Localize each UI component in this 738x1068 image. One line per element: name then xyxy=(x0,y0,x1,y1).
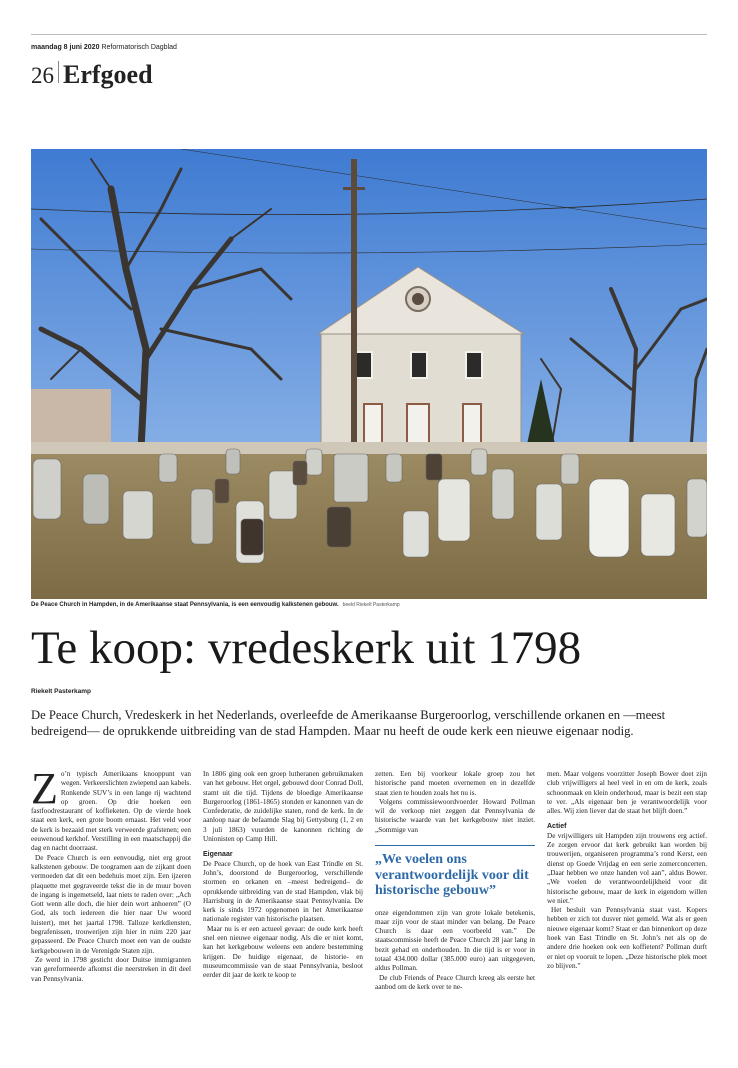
paragraph: onze eigendommen zijn van grote lokale betekenis, maar zijn voor de staat minder van belang. De Peace Church is daar een voorbeeld van.” De staatscommissie heeft de Peace Church 28 jaar lang in bezit gehad en onderhouden. In die tijd is er voor in totaal 434.000 dollar (385.000 euro) aan uitgegeven, aldus Pollman. xyxy=(375,908,535,973)
headline: Te koop: vredeskerk uit 1798 xyxy=(31,622,582,674)
page-number: 26 xyxy=(31,63,54,88)
paragraph: In 1806 ging ook een groep lutheranen gebruikmaken van het gebouw. Het orgel, gebouwd door Conrad Doll, stamt uit die tijd. Tijdens de bloedige Amerikaanse Burgeroorlog (1861-1865) stonden er kanonnen van de Confederatie, de zuidelijke staten, rond de kerk. In de aanloop naar de befaamde Slag bij Gettysburg (1, 2 en 3 juli 1863) vuurden de kanonnen richting de Unionisten op Camp Hill. xyxy=(203,770,363,844)
paragraph xyxy=(31,764,191,854)
column-1 xyxy=(31,764,191,984)
photo-caption xyxy=(31,602,400,608)
caption-text: De Peace Church in Hampden, in de Amerikaanse staat Pennsylvania, is een eenvoudig kalkstenen gebouw. xyxy=(31,602,339,608)
paragraph: De vrijwilligers uit Hampden zijn trouwens erg actief. Ze zorgen ervoor dat kerk gebruikt kan worden bij trouwerijen, organiseren programma’s rond Kerst, een dienst op Goede Vrijdag en een serie zomerconcerten. „Daar hebben we onze handen vol aan”, aldus Bower. „We voelen de verantwoordelijkheid voor dit historische gebouw, maar de kerk in eigendom willen we niet.” xyxy=(547,831,707,905)
column-2 xyxy=(203,770,363,981)
paragraph: zetten. Een bij voorkeur lokale groep zou het historische pand moeten overnemen en in dezelfde staat zien te houden zoals het nu is. xyxy=(375,770,535,797)
pull-quote: „We voelen ons verantwoordelijk voor dit historische gebouw” xyxy=(375,845,535,899)
issue-date: maandag 8 juni 2020 xyxy=(31,44,100,51)
paragraph: De club Friends of Peace Church kreeg als eerste het aanbod om de kerk over te ne- xyxy=(375,973,535,991)
paragraph: Volgens commissiewoordvoerder Howard Pollman wil de verkoop niet zeggen dat Pennsylvania de historische waarde van het kerkgebouw niet inziet. „Sommige van xyxy=(375,797,535,834)
top-rule xyxy=(31,34,707,35)
byline: Riekelt Pasterkamp xyxy=(31,688,91,695)
drop-cap: Z xyxy=(31,764,58,813)
paragraph: Ze werd in 1798 gesticht door Duitse immigranten van gereformeerde afkomst die neerstreken in dit deel van Pennsylvania. xyxy=(31,955,191,983)
paragraph-text: o’n typisch Amerikaans knooppunt van wegen. Verkeerslichten zwiepend aan kabels. Ronkende SUV’s in een lange rij wachtend op groen. Op drie hoeken een fastfoodrestaurant of koffieketen. Op de vierde hoek staat een kerk, een grote boom ernaast. Het veld voor de kerk is bezaaid met sterk verweerde grafstenen; een eeuwenoud kerkhof. Verstilling in een maatschappij die dag en nacht doorraast. xyxy=(31,770,191,853)
paragraph: De Peace Church, op de hoek van East Trindle en St. John’s, doorstond de Burgeroorlog, verschillende stormen en orkanen en –meest bedreigend– de oprukkende uitbreiding van de stad Hampden, vlak bij Harrisburg in de Amerikaanse staat Pennsylvania. De kerk is sinds 1972 opgenomen in het Amerikaanse nationale register van historische plaatsen. xyxy=(203,859,363,924)
section-title: Erfgoed xyxy=(63,60,153,89)
paragraph: Maar nu is er een actueel gevaar: de oude kerk heeft snel een nieuwe eigenaar nodig. Als die er niet komt, kan het kerkgebouw weleens een andere bestemming krijgen. De huidige eigenaar, de historie- en museumcommissie van de staat Pennsylvania, besloot eerder dit jaar de kerk te koop te xyxy=(203,924,363,980)
subheading: Eigenaar xyxy=(203,851,233,859)
intro-paragraph: De Peace Church, Vredeskerk in het Nederlands, overleefde de Amerikaanse Burgeroorlog, verschillende orkanen en —meest bedreigend— de oprukkende uitbreiding van de stad Hampden. Maar nu heeft de oude kerk een nieuwe eigenaar nodig. xyxy=(31,708,666,738)
header-divider xyxy=(58,61,59,83)
paragraph: men. Maar volgens voorzitter Joseph Bower doet zijn club vrijwilligers al heel veel in en om de kerk, zoals schoonmaak en klein onderhoud, maar is bezit een stap te ver. „Als eigenaar ben je verantwoordelijk voor alles. Wij zien liever dat de staat het blijft doen.” xyxy=(547,770,707,816)
photo-credit: beeld Riekelt Pasterkamp xyxy=(342,602,400,608)
column-4 xyxy=(547,770,707,971)
paragraph: Het besluit van Pennsylvania staat vast. Kopers hebben er zich tot dusver niet gemeld. Wat als er geen nieuwe eigenaar komt? Staat er dan binnenkort op deze hoek van East Trindle en St. John’s net als op de andere drie hoeken ook een koffietent? Pollman durft er niet op vooruit te lopen. „Deze historische plek moet zo blijven.” xyxy=(547,906,707,970)
page-header xyxy=(31,60,153,90)
newspaper-name: Reformatorisch Dagblad xyxy=(101,44,177,51)
column-3 xyxy=(375,770,535,992)
paragraph: De Peace Church is een eenvoudig, niet erg groot kalkstenen gebouw. De toogramen aan de zijkant doen vermoeden dat dit een bedehuis moet zijn. Een ijzeren plaquette met gegraveerde tekst die in de muur boven de ingang is ingemetseld, laat niets te raden over: „Ach Gott wenn alle doch, die hier dein wort anhoeren” (O God, als toch iedereen die hier naar Uw woord luistert), met het jaartal 1798. Talloze kerkdiensten, begrafenissen, trouwerijen zijn hier in ruim 220 jaar gepasseerd. De Peace Church moet een van de oudste kerkgebouwen in de Verenigde Staten zijn. xyxy=(31,853,191,955)
dateline xyxy=(31,44,177,51)
church-photo xyxy=(31,149,707,599)
subheading: Actief xyxy=(547,823,567,831)
